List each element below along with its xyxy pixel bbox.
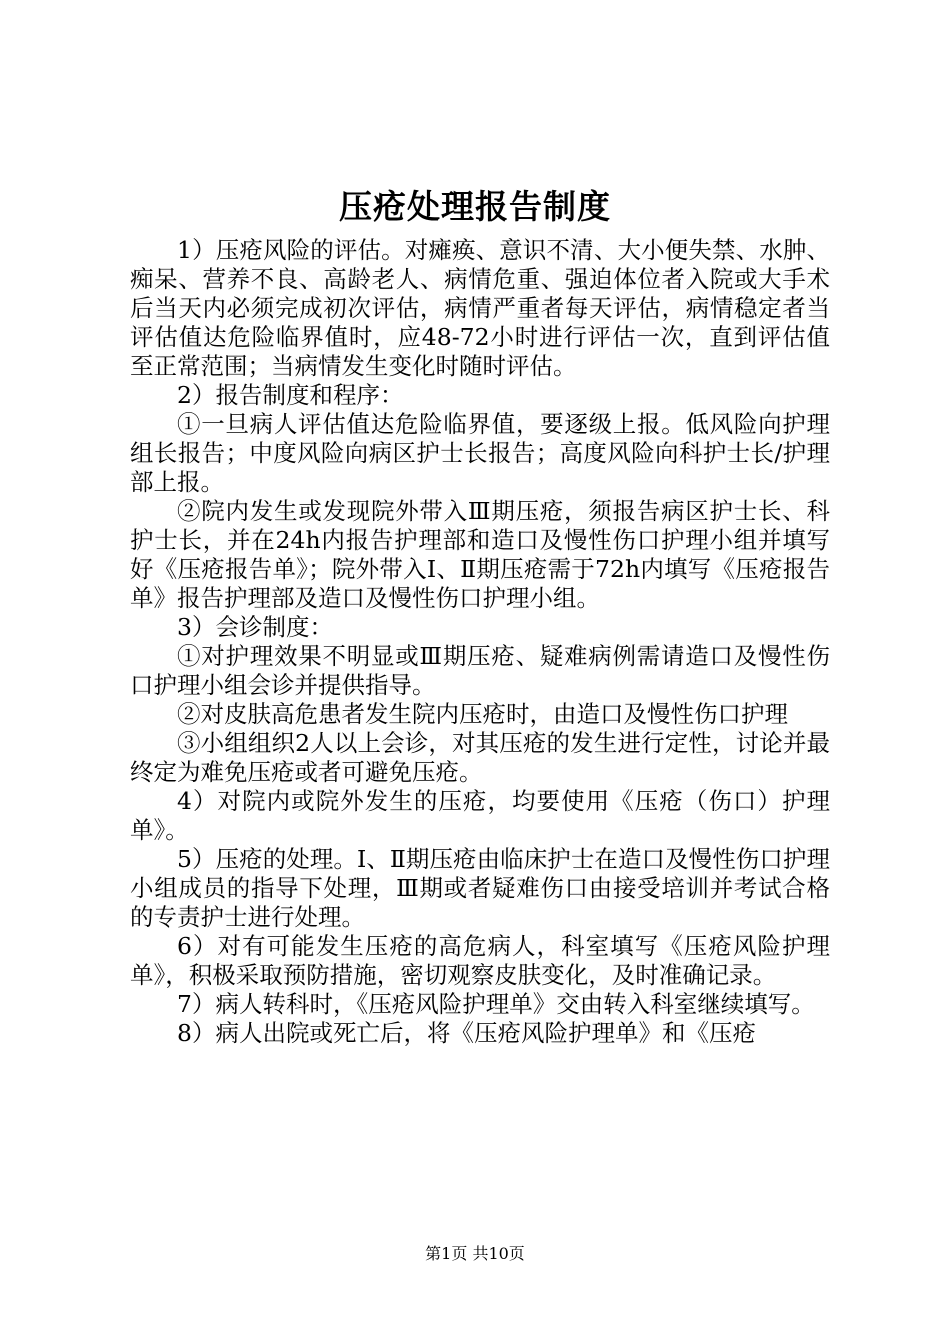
paragraph-consult-item-2: ②对皮肤高危患者发生院内压疮时，由造口及慢性伤口护理 [177,700,788,728]
paragraph-consult-item-1: ①对护理效果不明显或Ⅲ期压疮、疑难病例需请造口及慢性伤口护理小组会诊并提供指导。 [130,642,830,699]
paragraph-transfer: 7）病人转科时，《压疮风险护理单》交由转入科室继续填写。 [177,990,815,1018]
paragraph-report-heading: 2）报告制度和程序： [177,381,404,409]
paragraph-report-item-1: ①一旦病人评估值达危险临界值，要逐级上报。低风险向护理组长报告；中度风险向病区护士长报告；高度风险向科护士长/护理部上报。 [130,410,830,496]
paragraph-treatment: 5）压疮的处理。Ⅰ、Ⅱ期压疮由临床护士在造口及慢性伤口护理小组成员的指导下处理，Ⅲ期或者疑难伤口由接受培训并考试合格的专责护士进行处理。 [130,845,830,931]
paragraph-wound-form: 4）对院内或院外发生的压疮，均要使用《压疮（伤口）护理单》。 [130,787,830,844]
document-body [130,236,830,1048]
paragraph-discharge: 8）病人出院或死亡后，将《压疮风险护理单》和《压疮 [177,1019,756,1047]
paragraph-risk-assessment: 1）压疮风险的评估。对瘫痪、意识不清、大小便失禁、水肿、痴呆、营养不良、高龄老人、病情危重、强迫体位者入院或大手术后当天内必须完成初次评估，病情严重者每天评估，病情稳定者当评估值达危险临界值时，应48-72小时进行评估一次，直到评估值至正常范围；当病情发生变化时随时评估。 [130,236,830,380]
paragraph-consult-item-3: ③小组组织2人以上会诊，对其压疮的发生进行定性，讨论并最终定为难免压疮或者可避免压疮。 [130,729,830,786]
paragraph-consult-heading: 3）会诊制度： [177,613,333,641]
page-footer: 第1页 共10页 [425,1244,525,1263]
document-title: 压疮处理报告制度 [339,187,611,226]
paragraph-high-risk: 6）对有可能发生压疮的高危病人，科室填写《压疮风险护理单》，积极采取预防措施，密切观察皮肤变化，及时准确记录。 [130,932,830,989]
paragraph-report-item-2: ②院内发生或发现院外带入Ⅲ期压疮，须报告病区护士长、科护士长，并在24h内报告护理部和造口及慢性伤口护理小组并填写好《压疮报告单》；院外带入Ⅰ、Ⅱ期压疮需于72h内填写《压疮报告单》报告护理部及造口及慢性伤口护理小组。 [130,497,830,612]
